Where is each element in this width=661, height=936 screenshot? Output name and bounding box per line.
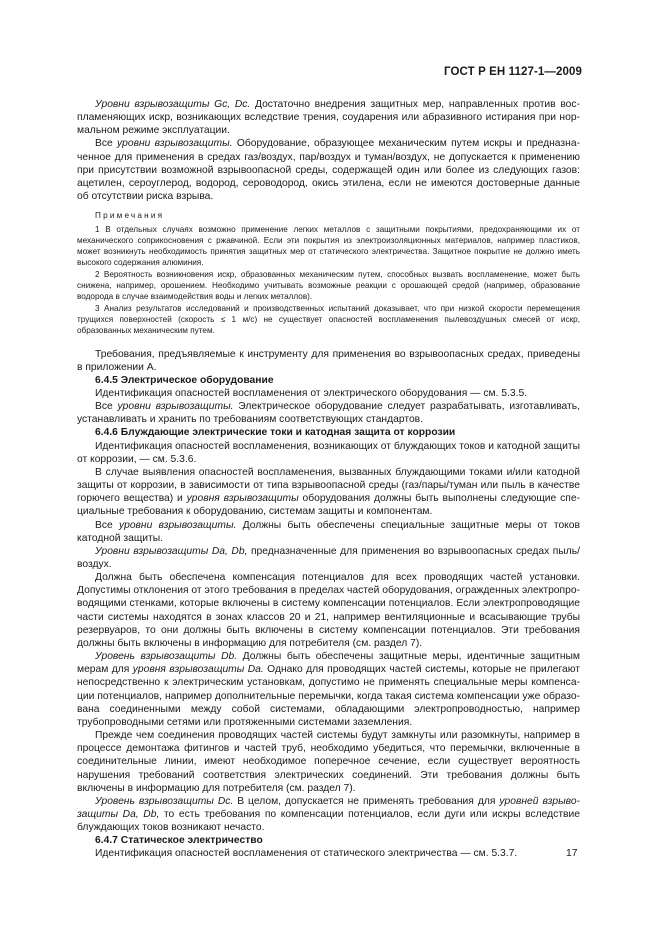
italic-text: уровни взрывозащиты. bbox=[118, 519, 237, 531]
note-item: 2 Вероятность возникновения искр, образованных механическим путем, способных вызвать воспламенение, может быть снижена, например, орошением. Необходимо учитывать возможные реакции с орошающей средой (например, образование водорода в случае взаимодействия воды и легких металлов). bbox=[77, 269, 580, 302]
paragraph bbox=[77, 571, 580, 650]
text-run: Все bbox=[95, 138, 118, 150]
paragraph bbox=[77, 387, 580, 400]
paragraph bbox=[77, 98, 580, 137]
text-run: Идентификация опасностей воспламенения от статического электричества — см. 5.3.7. bbox=[95, 848, 518, 860]
text-run: Идентификация опасностей воспламенения, возникающих от блуждающих токов и катодной защиты от коррозии, — см. 5.3.6. bbox=[77, 440, 580, 465]
italic-text: уровней взрывозащиты Da, Db, bbox=[77, 795, 580, 820]
italic-text: уровни взрывозащиты. bbox=[117, 401, 234, 413]
text-run: оборудования должны быть выполнены следующие специальные требования к оборудованию, системам защиты и компонентам. bbox=[77, 493, 581, 518]
text-run: Все bbox=[95, 519, 119, 531]
section-heading bbox=[77, 834, 580, 847]
paragraph bbox=[77, 466, 580, 519]
text-run: предназначенные для применения во взрывоопасных средах пыль/воздух. bbox=[77, 545, 580, 571]
text-run: Достаточно внедрения защитных мер, направленных против воспламеняющих искр, возникающих вследствие трения, соударения или абразивного истирания при нормальном режиме эксплуатации. bbox=[77, 99, 580, 137]
note-item: 1 В отдельных случаях возможно применение легких металлов с защитными покрытиями, предохраняющими их от механического соприкосновения с ржавчиной. Если эти покрытия из электроизоляционных материалов, например пластиков, может возникнуть необходимость принятия защитных мер от статического электричества. Защитное покрытие не должно иметь высокого содержания алюминия. bbox=[77, 224, 580, 268]
italic-text: Уровни взрывозащиты Da, Db, bbox=[95, 545, 248, 557]
paragraph bbox=[77, 519, 580, 545]
text-run: Должна быть обеспечена компенсация потенциалов для всех проводящих частей установки. Допустимы отклонения от этого требования в пределах частей оборудования, огражденных электропроводящими стенками, которые включены в систему компенсации потенциалов. Если электропроводящие части системы находятся в зонах классов 20 и 21, например вентиляционные и всасывающие трубы резервуаров, то они должны быть включены в систему компенсации потенциалов. Эти требования должны быть включены в информацию для потребителя (см. раздел 7). bbox=[77, 572, 580, 649]
document-id-header: ГОСТ Р ЕН 1127-1—2009 bbox=[444, 66, 582, 78]
text-run: Должны быть обеспечены защитные меры, идентичные защитным мерам для bbox=[77, 651, 580, 676]
text-run: Оборудование, образующее механическим путем искры и предназначенное для применения в средах газ/воздух, пар/воздух и туман/воздух, не допускается к применению при присутствии возможной взрывоопасной среды, содержащей один или более из следующих газов: ацетилен, сероуглерод, водород, сероводород, окись этилена, если не имеются достоверные данные об отсутствии риска взрыва. bbox=[77, 138, 580, 203]
note-item: 3 Анализ результатов исследований и производственных испытаний доказывает, что при низкой скорости перемещения трущихся поверхностей (скорость ≤ 1 м/с) не существует опасностей воспламенения пылевоздушных смесей от искр, образованных механическим путем. bbox=[77, 303, 580, 336]
section-heading bbox=[77, 426, 580, 439]
page-number: 17 bbox=[566, 848, 578, 859]
text-run: 6.4.7 Статическое электричество bbox=[95, 835, 263, 847]
text-run: В целом, допускается не применять требования для bbox=[233, 795, 500, 807]
italic-text: Уровень взрывозащиты Dc. bbox=[95, 795, 234, 807]
notes-title: Примечания bbox=[95, 211, 165, 221]
text-run: Должны быть обеспечены специальные защитные меры от токов катодной защиты. bbox=[77, 519, 580, 544]
paragraph bbox=[77, 400, 580, 426]
notes-block bbox=[77, 210, 580, 336]
text-run: Требования, предъявляемые к инструменту для применения во взрывоопасных средах, приведены в приложении А. bbox=[77, 348, 580, 373]
text-run: Прежде чем соединения проводящих частей системы будут замкнуты или разомкнуты, например в процессе демонтажа фитингов и частей труб, необходимо убедиться, что перемычки, включенные в соединительные линии, имеют необходимое поперечное сечение, если существует вероятность нарушения требований соответствия электрических соединений. Эти требования должны быть включены в информацию для потребителя (см. раздел 7). bbox=[77, 730, 580, 794]
text-run: Электрическое оборудование следует разрабатывать, изготавливать, устанавливать и хранить по требованиям соответствующих стандартов. bbox=[77, 401, 580, 426]
paragraph bbox=[77, 348, 580, 374]
italic-text: Уровень взрывозащиты Db. bbox=[95, 651, 238, 663]
text-run: 6.4.6 Блуждающие электрические токи и катодная защита от коррозии bbox=[95, 427, 456, 439]
text-run: Все bbox=[95, 401, 118, 413]
text-run: то есть требования по компенсации потенциалов, если дуги или искры вследствие блуждающих токов возникают нечасто. bbox=[77, 808, 580, 834]
document-body bbox=[77, 98, 580, 861]
paragraph bbox=[77, 440, 580, 466]
text-run: Однако для проводящих частей системы, которые не прилегают непосредственно к электрическим установкам, допустимо не применять специальные меры компенсации потенциалов, например дополнительные перемычки, когда такая система компенсации уже образована соединенными между собой системами, обладающими электропроводностью, например трубопроводными сетями или протяженными системами заземления. bbox=[77, 664, 580, 728]
paragraph bbox=[77, 137, 580, 203]
italic-text: уровни взрывозащиты. bbox=[117, 138, 233, 150]
text-run: Идентификация опасностей воспламенения от электрического оборудования — см. 5.3.5. bbox=[95, 387, 528, 399]
italic-text: уровня взрывозащиты bbox=[186, 493, 299, 505]
italic-text: Уровни взрывозащиты Gc, Dc. bbox=[95, 99, 251, 110]
paragraph bbox=[77, 795, 580, 834]
paragraph bbox=[77, 545, 580, 571]
italic-text: уровня взрывозащиты Da. bbox=[132, 664, 264, 676]
text-run: 6.4.5 Электрическое оборудование bbox=[95, 374, 274, 386]
section-heading bbox=[77, 374, 580, 387]
paragraph bbox=[77, 729, 580, 795]
paragraph bbox=[77, 847, 580, 860]
paragraph bbox=[77, 650, 580, 729]
text-run: В случае выявления опасностей воспламенения, вызванных блуждающими токами и/или катодной защиты от коррозии, в зависимости от типа взрывоопасной среды (газ/пары/туман или пыль в качестве горючего вещества) и bbox=[77, 466, 580, 505]
